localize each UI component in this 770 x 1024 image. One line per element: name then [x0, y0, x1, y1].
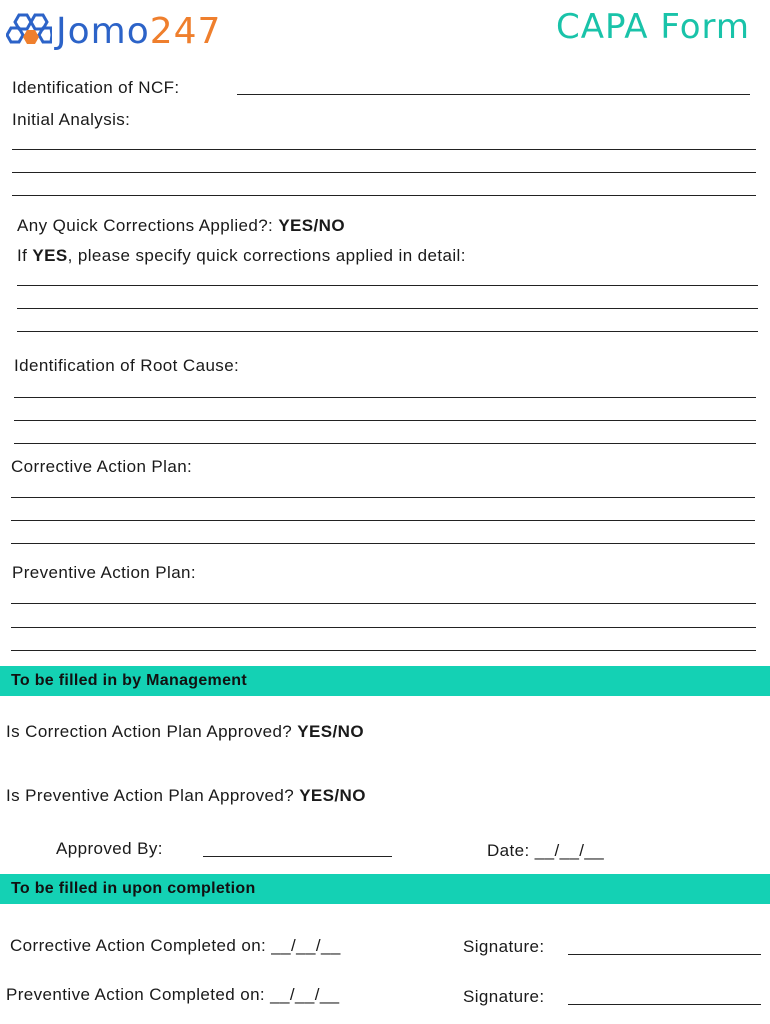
preventive-signature-field[interactable]: [568, 1004, 761, 1005]
completion-section-title: To be filled in upon completion: [11, 880, 256, 897]
initial-analysis-line[interactable]: [12, 172, 756, 173]
quick-corrections-detail-label: If YES, please specify quick corrections applied in detail:: [17, 246, 466, 265]
corrective-plan-line[interactable]: [11, 543, 755, 544]
corrective-completed-field[interactable]: Corrective Action Completed on: __/__/__: [10, 936, 341, 955]
preventive-plan-line[interactable]: [11, 650, 756, 651]
quick-corrections-question: Any Quick Corrections Applied?: YES/NO: [17, 216, 345, 235]
corrective-plan-line[interactable]: [11, 520, 755, 521]
initial-analysis-label: Initial Analysis:: [12, 110, 131, 129]
hexagon-cluster-icon: [6, 11, 52, 53]
corrective-plan-line[interactable]: [11, 497, 755, 498]
root-cause-line[interactable]: [14, 443, 756, 444]
corrective-plan-label: Corrective Action Plan:: [11, 457, 193, 476]
preventive-plan-label: Preventive Action Plan:: [12, 563, 197, 582]
management-section-title: To be filled in by Management: [11, 672, 247, 689]
correction-approved-question: Is Correction Action Plan Approved? YES/NO: [6, 722, 364, 741]
preventive-signature-label: Signature:: [463, 987, 545, 1006]
initial-analysis-line[interactable]: [12, 149, 756, 150]
page-title: CAPA Form: [555, 7, 750, 47]
initial-analysis-line[interactable]: [12, 195, 756, 196]
corrective-signature-label: Signature:: [463, 937, 545, 956]
quick-corrections-choice: YES/NO: [278, 216, 345, 235]
root-cause-label: Identification of Root Cause:: [14, 356, 240, 375]
approval-date-field[interactable]: Date: __/__/__: [487, 841, 605, 860]
preventive-approved-question: Is Preventive Action Plan Approved? YES/NO: [6, 786, 366, 805]
brand-name: Jomo247: [56, 11, 222, 52]
preventive-plan-line[interactable]: [11, 603, 756, 604]
brand-logo: [6, 8, 221, 56]
approved-by-field[interactable]: [203, 856, 392, 857]
corrective-signature-field[interactable]: [568, 954, 761, 955]
quick-corrections-line[interactable]: [17, 285, 758, 286]
root-cause-line[interactable]: [14, 397, 756, 398]
approved-by-label: Approved By:: [56, 839, 163, 858]
correction-approved-choice: YES/NO: [297, 722, 364, 741]
root-cause-line[interactable]: [14, 420, 756, 421]
identification-ncf-label: Identification of NCF:: [12, 78, 180, 97]
preventive-approved-choice: YES/NO: [299, 786, 366, 805]
quick-corrections-line[interactable]: [17, 308, 758, 309]
preventive-plan-line[interactable]: [11, 627, 756, 628]
preventive-completed-field[interactable]: Preventive Action Completed on: __/__/__: [6, 985, 340, 1004]
identification-ncf-field[interactable]: [237, 94, 750, 95]
quick-corrections-line[interactable]: [17, 331, 758, 332]
